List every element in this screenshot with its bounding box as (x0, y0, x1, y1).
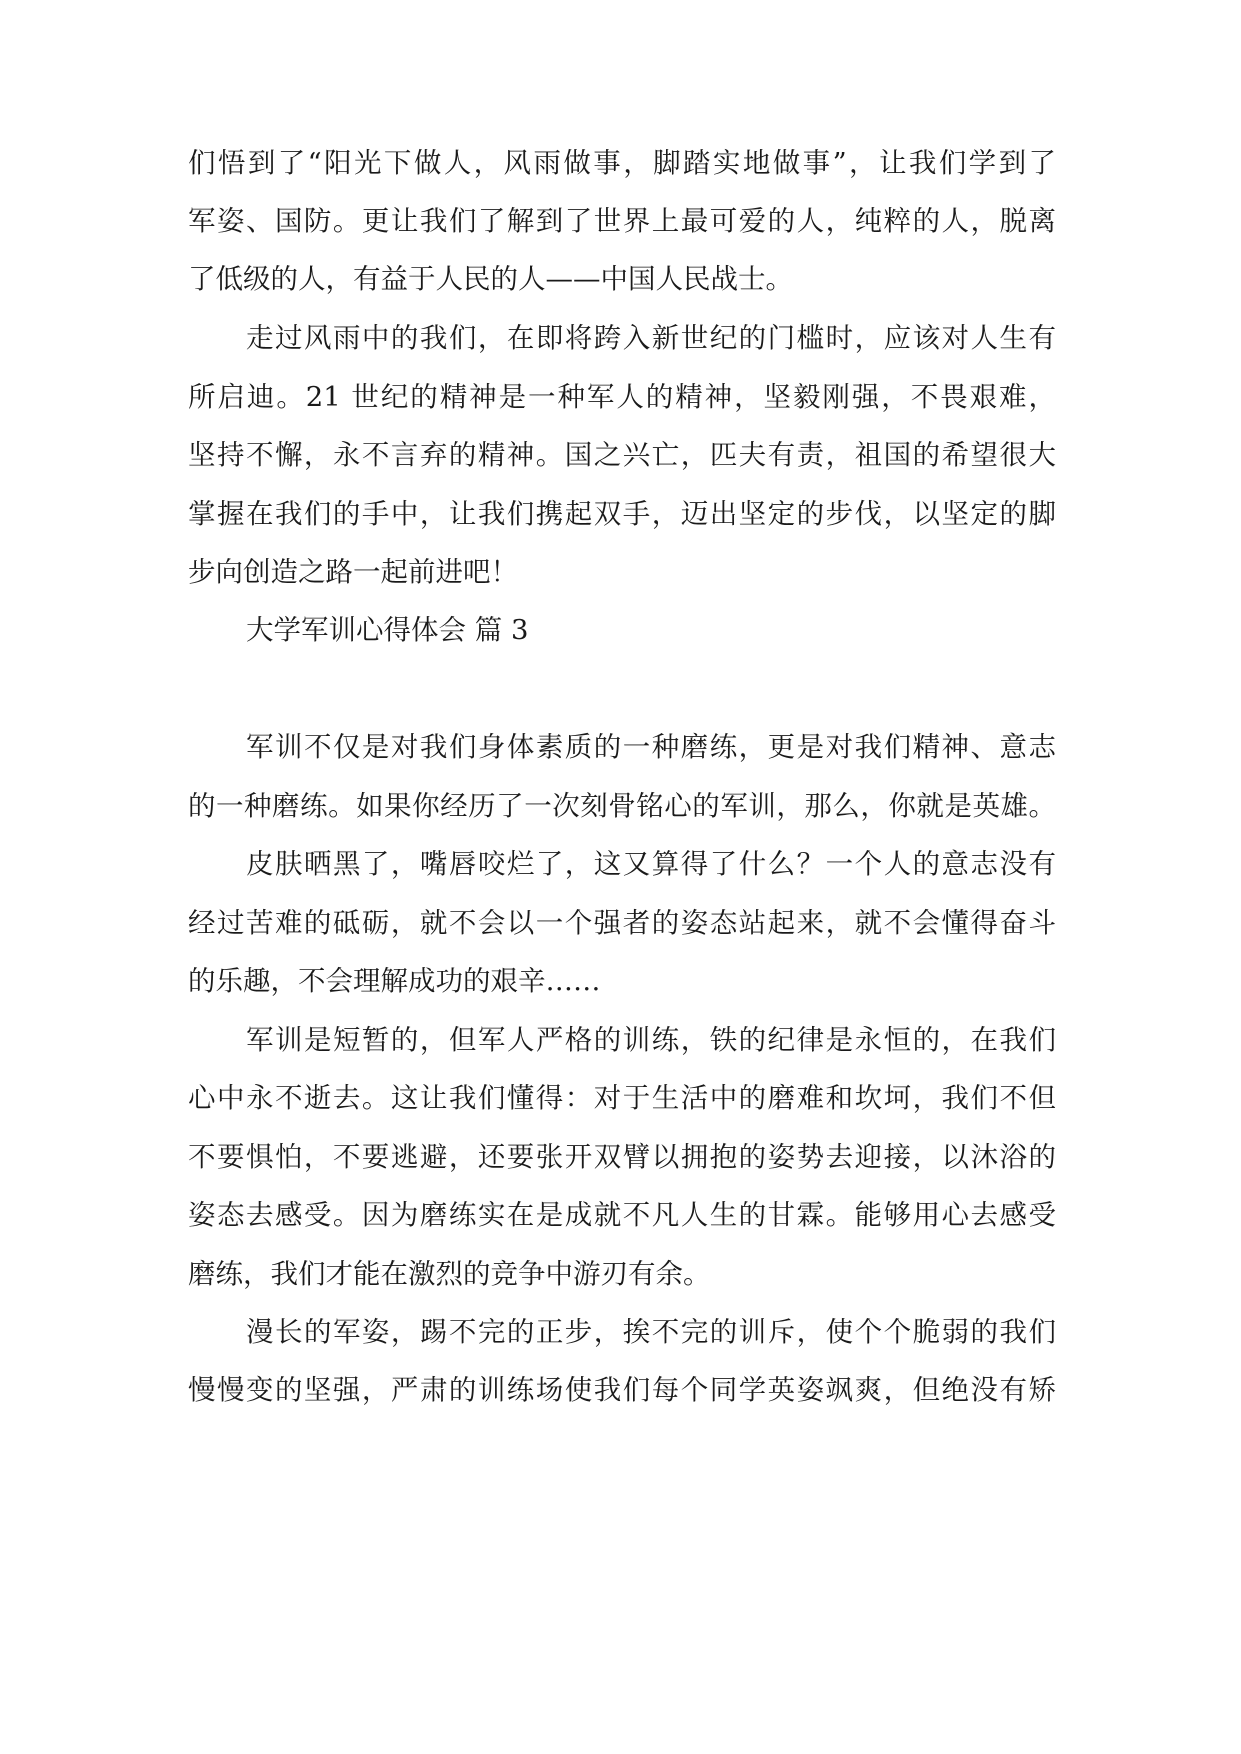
paragraph-line: 经过苦难的砥砺，就不会以一个强者的姿态站起来，就不会懂得奋斗 (188, 907, 1056, 939)
paragraph-line: 皮肤晒黑了，嘴唇咬烂了，这又算得了什么？一个人的意志没有 (246, 848, 1056, 880)
paragraph-line: 军训是短暂的，但军人严格的训练，铁的纪律是永恒的，在我们 (246, 1024, 1056, 1056)
paragraph-line: 掌握在我们的手中，让我们携起双手，迈出坚定的步伐，以坚定的脚 (188, 498, 1056, 530)
paragraph-line: 们悟到了“阳光下做人，风雨做事，脚踏实地做事”，让我们学到了 (188, 147, 1056, 179)
section-heading: 大学军训心得体会 篇 3 (246, 614, 529, 646)
paragraph-line: 心中永不逝去。这让我们懂得：对于生活中的磨难和坎坷，我们不但 (188, 1082, 1056, 1114)
paragraph-line: 走过风雨中的我们，在即将跨入新世纪的门槛时，应该对人生有 (246, 322, 1056, 354)
paragraph-line: 军训不仅是对我们身体素质的一种磨练，更是对我们精神、意志 (246, 731, 1056, 763)
paragraph-line: 军姿、国防。更让我们了解到了世界上最可爱的人，纯粹的人，脱离 (188, 205, 1056, 237)
paragraph-line: 所启迪。21 世纪的精神是一种军人的精神，坚毅刚强，不畏艰难， (188, 381, 1056, 413)
paragraph-line: 的乐趣，不会理解成功的艰辛…… (188, 965, 601, 997)
paragraph-line: 步向创造之路一起前进吧！ (188, 556, 518, 588)
paragraph-line: 的一种磨练。如果你经历了一次刻骨铭心的军训，那么，你就是英雄。 (188, 790, 1056, 822)
paragraph-line: 慢慢变的坚强，严肃的训练场使我们每个同学英姿飒爽，但绝没有矫 (188, 1374, 1056, 1406)
paragraph-line: 坚持不懈，永不言弃的精神。国之兴亡，匹夫有责，祖国的希望很大 (188, 439, 1056, 471)
paragraph-line: 磨练，我们才能在激烈的竞争中游刃有余。 (188, 1258, 711, 1290)
paragraph-line: 不要惧怕，不要逃避，还要张开双臂以拥抱的姿势去迎接，以沐浴的 (188, 1141, 1056, 1173)
paragraph-line: 漫长的军姿，踢不完的正步，挨不完的训斥，使个个脆弱的我们 (246, 1316, 1056, 1348)
paragraph-line: 姿态去感受。因为磨练实在是成就不凡人生的甘霖。能够用心去感受 (188, 1199, 1056, 1231)
paragraph-line: 了低级的人，有益于人民的人——中国人民战士。 (188, 263, 793, 295)
